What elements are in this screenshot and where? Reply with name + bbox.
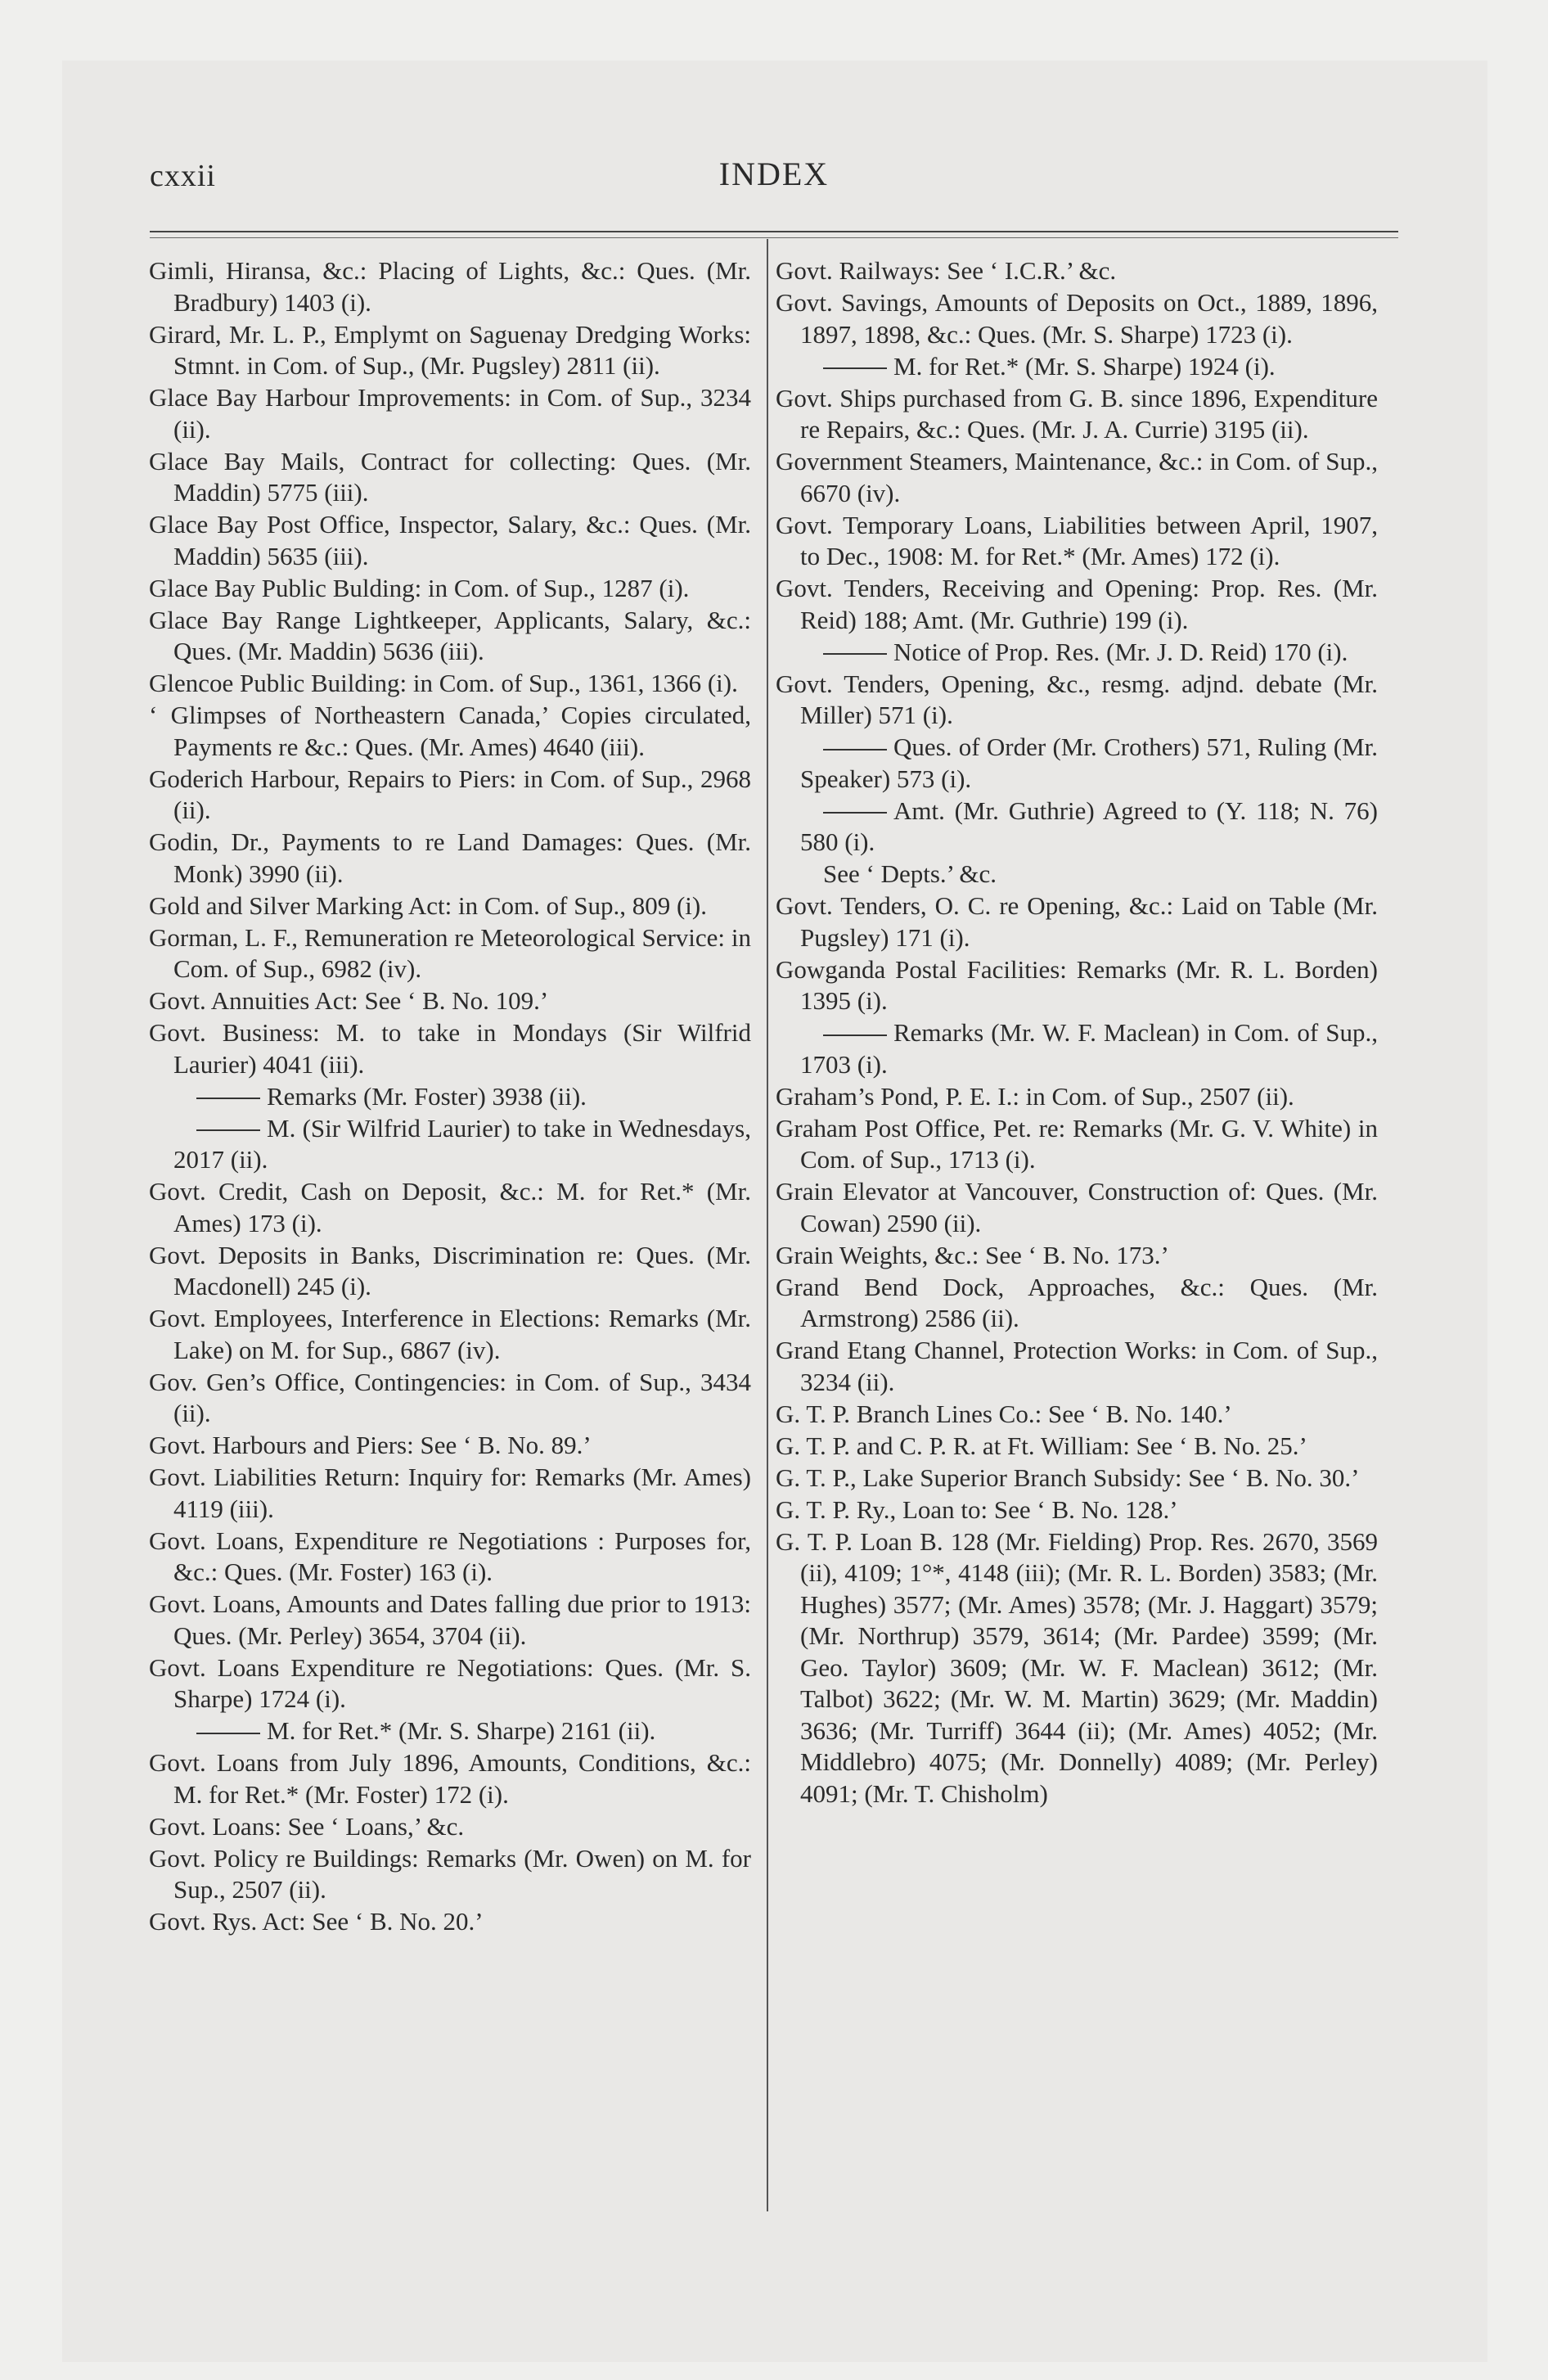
subentry-text: M. (Sir Wilfrid Laurier) to take in Wednesdays, 2017 (ii). bbox=[173, 1113, 751, 1174]
ditto-dash bbox=[823, 749, 887, 751]
index-entry: Glace Bay Range Lightkeeper, Applicants, Salary, &c.: Ques. (Mr. Maddin) 5636 (iii). bbox=[149, 605, 751, 665]
index-entry: G. T. P. Loan B. 128 (Mr. Fielding) Prop. Res. 2670, 3569 (ii), 4109; 1°*, 4148 (iii); (Mr. R. L. Borden) 3583; (Mr. Hughes) 3577; (Mr. Ames) 3578; (Mr. J. Haggart) 3579; (Mr. Northrup) 3579, 3614; (Mr. Pardee) 3599; (Mr. Geo. Taylor) 3609; (Mr. W. F. Maclean) 3612; (Mr. Talbot) 3622; (Mr. W. M. Martin) 3629; (Mr. Maddin) 3636; (Mr. Turriff) 3644 (ii); (Mr. Ames) 4052; (Mr. Middlebro) 4075; (Mr. Donnelly) 4089; (Mr. Perley) 4091; (Mr. T. Chisholm) bbox=[776, 1526, 1378, 1808]
ditto-dash bbox=[823, 367, 887, 369]
index-entry: Glace Bay Post Office, Inspector, Salary, &c.: Ques. (Mr. Maddin) 5635 (iii). bbox=[149, 510, 751, 570]
header-rule bbox=[150, 231, 1398, 232]
index-entry: Govt. Liabilities Return: Inquiry for: Remarks (Mr. Ames) 4119 (iii). bbox=[149, 1463, 751, 1523]
index-entry: Gorman, L. F., Remuneration re Meteorological Service: in Com. of Sup., 6982 (iv). bbox=[149, 922, 751, 983]
index-entry: ‘ Glimpses of Northeastern Canada,’ Copies circulated, Payments re &c.: Ques. (Mr. Ames) 4640 (iii). bbox=[149, 701, 751, 761]
page-title: INDEX bbox=[718, 156, 830, 192]
ditto-dash bbox=[196, 1098, 260, 1099]
index-entry: Govt. Savings, Amounts of Deposits on Oct., 1889, 1896, 1897, 1898, &c.: Ques. (Mr. S. Sharpe) 1723 (i). bbox=[776, 288, 1378, 349]
subentry-text: M. for Ret.* (Mr. S. Sharpe) 2161 (ii). bbox=[267, 1716, 656, 1745]
header-rule-secondary bbox=[150, 237, 1398, 238]
index-subentry bbox=[149, 1081, 751, 1113]
ditto-dash bbox=[196, 1733, 260, 1734]
index-subentry bbox=[776, 732, 1378, 795]
column-divider bbox=[767, 239, 768, 2211]
right-column bbox=[776, 255, 1378, 1810]
index-entry: Govt. Deposits in Banks, Discrimination re: Ques. (Mr. Macdonell) 245 (i). bbox=[149, 1240, 751, 1300]
left-column bbox=[149, 255, 751, 1938]
subentry-text: Remarks (Mr. W. F. Maclean) in Com. of Sup., 1703 (i). bbox=[800, 1018, 1378, 1079]
ditto-dash bbox=[823, 653, 887, 655]
index-entry: Govt. Rys. Act: See ‘ B. No. 20.’ bbox=[149, 1907, 484, 1936]
subentry-text: Notice of Prop. Res. (Mr. J. D. Reid) 170 (i). bbox=[893, 637, 1348, 666]
index-entry: Gowganda Postal Facilities: Remarks (Mr. R. L. Borden) 1395 (i). bbox=[776, 954, 1378, 1015]
index-entry: Gold and Silver Marking Act: in Com. of Sup., 809 (i). bbox=[149, 890, 707, 920]
index-entry: Government Steamers, Maintenance, &c.: in Com. of Sup., 6670 (iv). bbox=[776, 447, 1378, 507]
index-entry: Govt. Loans, Expenditure re Negotiations : Purposes for, &c.: Ques. (Mr. Foster) 163 (i). bbox=[149, 1526, 751, 1586]
index-entry: Girard, Mr. L. P., Emplymt on Saguenay Dredging Works: Stmnt. in Com. of Sup., (Mr. Pugsley) 2811 (ii). bbox=[149, 319, 751, 380]
index-entry: Gimli, Hiransa, &c.: Placing of Lights, &c.: Ques. (Mr. Bradbury) 1403 (i). bbox=[149, 256, 751, 317]
index-entry: Govt. Tenders, Opening, &c., resmg. adjnd. debate (Mr. Miller) 571 (i). bbox=[776, 669, 1378, 729]
index-subentry bbox=[149, 1113, 751, 1176]
index-entry: Govt. Tenders, Receiving and Opening: Prop. Res. (Mr. Reid) 188; Amt. (Mr. Guthrie) 199 (i). bbox=[776, 574, 1378, 634]
index-entry: Glace Bay Mails, Contract for collecting: Ques. (Mr. Maddin) 5775 (iii). bbox=[149, 446, 751, 507]
index-entry: G. T. P. Branch Lines Co.: See ‘ B. No. 140.’ bbox=[776, 1399, 1232, 1428]
index-entry: Govt. Temporary Loans, Liabilities between April, 1907, to Dec., 1908: M. for Ret.* (Mr. Ames) 172 (i). bbox=[776, 510, 1378, 570]
index-entry: Grand Etang Channel, Protection Works: in Com. of Sup., 3234 (ii). bbox=[776, 1336, 1378, 1396]
index-entry: Graham’s Pond, P. E. I.: in Com. of Sup., 2507 (ii). bbox=[776, 1081, 1294, 1111]
index-entry: Govt. Loans: See ‘ Loans,’ &c. bbox=[149, 1811, 465, 1841]
ditto-dash bbox=[823, 812, 887, 814]
subentry-text: Ques. of Order (Mr. Crothers) 571, Ruling (Mr. Speaker) 573 (i). bbox=[800, 732, 1378, 793]
page-header bbox=[150, 150, 1398, 199]
index-entry: Govt. Employees, Interference in Elections: Remarks (Mr. Lake) on M. for Sup., 6867 (iv). bbox=[149, 1304, 751, 1364]
index-subentry bbox=[776, 351, 1378, 383]
index-entry: Govt. Loans from July 1896, Amounts, Conditions, &c.: M. for Ret.* (Mr. Foster) 172 (i). bbox=[149, 1748, 751, 1809]
index-subentry bbox=[776, 637, 1378, 669]
index-entry: G. T. P. and C. P. R. at Ft. William: See ‘ B. No. 25.’ bbox=[776, 1431, 1307, 1460]
index-entry: Govt. Railways: See ‘ I.C.R.’ &c. bbox=[776, 256, 1117, 285]
index-entry: Govt. Harbours and Piers: See ‘ B. No. 89.’ bbox=[149, 1431, 592, 1459]
index-entry: Govt. Business: M. to take in Mondays (Sir Wilfrid Laurier) 4041 (iii). bbox=[149, 1018, 751, 1079]
cross-reference: See ‘ Depts.’ &c. bbox=[823, 859, 997, 888]
ditto-dash bbox=[196, 1129, 260, 1131]
index-subentry bbox=[776, 1017, 1378, 1080]
index-entry: Grain Weights, &c.: See ‘ B. No. 173.’ bbox=[776, 1240, 1169, 1269]
index-entry: Govt. Credit, Cash on Deposit, &c.: M. for Ret.* (Mr. Ames) 173 (i). bbox=[149, 1177, 751, 1237]
index-entry: Goderich Harbour, Repairs to Piers: in Com. of Sup., 2968 (ii). bbox=[149, 764, 751, 824]
index-entry: Govt. Policy re Buildings: Remarks (Mr. Owen) on M. for Sup., 2507 (ii). bbox=[149, 1843, 751, 1904]
index-entry: Govt. Ships purchased from G. B. since 1896, Expenditure re Repairs, &c.: Ques. (Mr. J. A. Currie) 3195 (ii). bbox=[776, 383, 1378, 444]
index-entry: Glace Bay Harbour Improvements: in Com. of Sup., 3234 (ii). bbox=[149, 383, 751, 444]
page-number: cxxii bbox=[150, 159, 216, 193]
index-entry: Godin, Dr., Payments to re Land Damages: Ques. (Mr. Monk) 3990 (ii). bbox=[149, 827, 751, 888]
index-entry: Govt. Annuities Act: See ‘ B. No. 109.’ bbox=[149, 986, 549, 1015]
index-entry: Govt. Loans Expenditure re Negotiations: Ques. (Mr. S. Sharpe) 1724 (i). bbox=[149, 1652, 751, 1713]
index-entry: Gov. Gen’s Office, Contingencies: in Com. of Sup., 3434 (ii). bbox=[149, 1367, 751, 1427]
subentry-text: M. for Ret.* (Mr. S. Sharpe) 1924 (i). bbox=[893, 351, 1276, 381]
index-entry: G. T. P., Lake Superior Branch Subsidy: See ‘ B. No. 30.’ bbox=[776, 1463, 1360, 1492]
subentry-text: Amt. (Mr. Guthrie) Agreed to (Y. 118; N. 76) 580 (i). bbox=[800, 796, 1378, 856]
index-entry: Govt. Loans, Amounts and Dates falling due prior to 1913: Ques. (Mr. Perley) 3654, 3704 (ii). bbox=[149, 1589, 751, 1650]
index-entry: G. T. P. Ry., Loan to: See ‘ B. No. 128.’ bbox=[776, 1494, 1178, 1524]
index-entry: Graham Post Office, Pet. re: Remarks (Mr. G. V. White) in Com. of Sup., 1713 (i). bbox=[776, 1113, 1378, 1174]
ditto-dash bbox=[823, 1034, 887, 1036]
index-entry: Grain Elevator at Vancouver, Construction of: Ques. (Mr. Cowan) 2590 (ii). bbox=[776, 1177, 1378, 1237]
subentry-text: Remarks (Mr. Foster) 3938 (ii). bbox=[267, 1081, 587, 1111]
index-subentry bbox=[776, 796, 1378, 859]
index-entry: Glace Bay Public Bulding: in Com. of Sup., 1287 (i). bbox=[149, 573, 690, 602]
index-subentry bbox=[149, 1715, 751, 1747]
index-entry: Grand Bend Dock, Approaches, &c.: Ques. (Mr. Armstrong) 2586 (ii). bbox=[776, 1272, 1378, 1332]
index-entry: Glencoe Public Building: in Com. of Sup., 1361, 1366 (i). bbox=[149, 669, 738, 697]
index-entry: Govt. Tenders, O. C. re Opening, &c.: Laid on Table (Mr. Pugsley) 171 (i). bbox=[776, 891, 1378, 952]
